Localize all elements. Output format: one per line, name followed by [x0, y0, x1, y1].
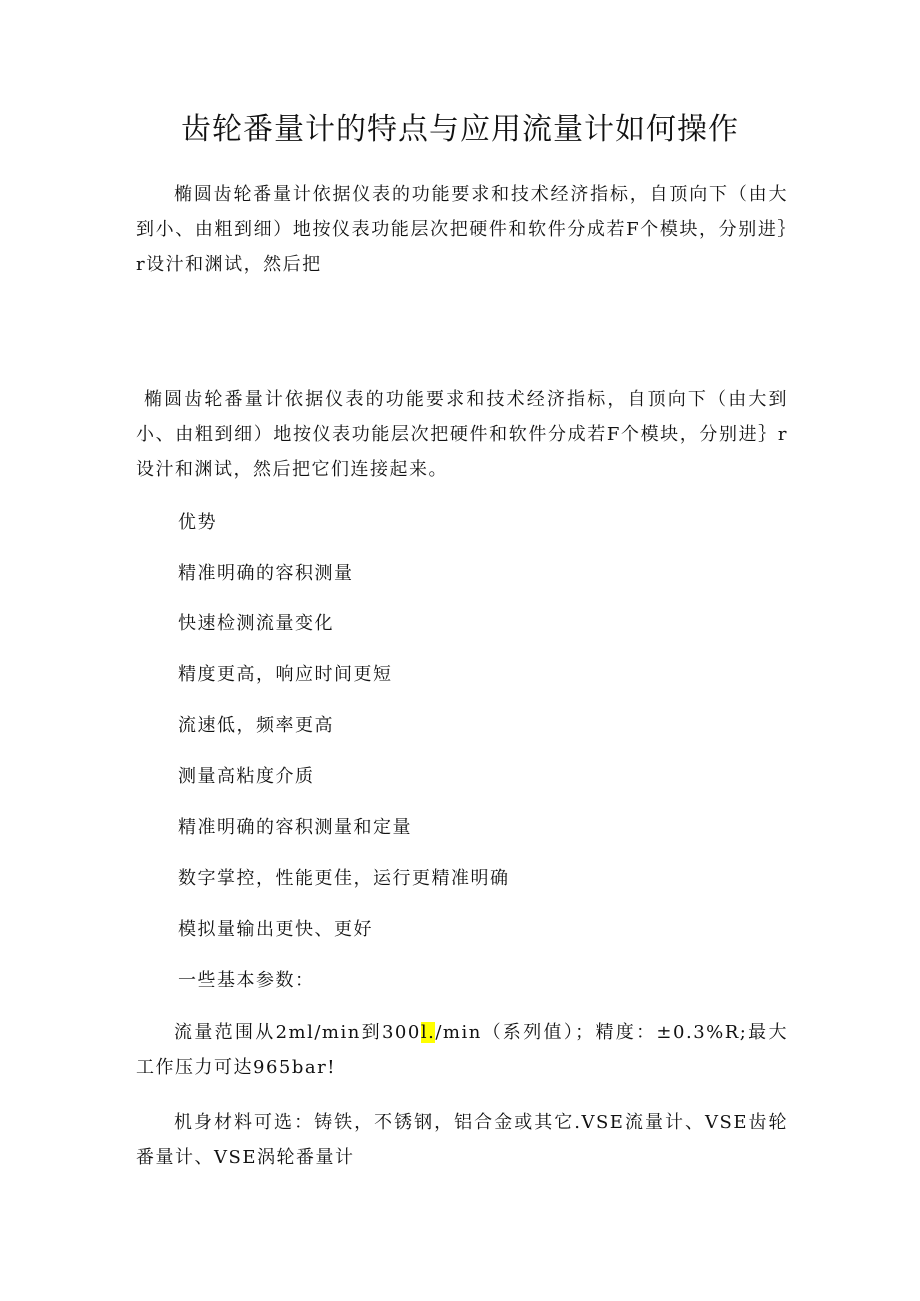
body-paragraph: 椭圆齿轮番量计依据仪表的功能要求和技术经济指标，自顶向下（由大到小、由粗到细）地按仪表功能层次把硬件和软件分成若F个模块，分别进｝r设汁和渊试，然后把它们连接起来。 [136, 389, 788, 480]
params-paragraph [136, 1015, 788, 1085]
highlighted-text: l. [420, 1022, 436, 1043]
materials-paragraph: 机身材料可选：铸铁，不锈钢，铝合金或其它.VSE流量计、VSE齿轮番量计、VSE涡轮番量计 [136, 1112, 788, 1168]
intro-paragraph: 椭圆齿轮番量计依据仪表的功能要求和技术经济指标，自顶向下（由大到小、由粗到细）地按仪表功能层次把硬件和软件分成若F个模块，分别进｝r设汁和渊试，然后把 [136, 184, 788, 275]
params-text-end: /min（系列值）；精度：±0.3%R;最大工作压力可达965bar! [136, 1022, 788, 1078]
advantage-item: 流速低，频率更高 [178, 715, 334, 736]
document-title: 齿轮番量计的特点与应用流量计如何操作 [181, 112, 739, 147]
advantage-item: 数字掌控，性能更佳，运行更精准明确 [178, 868, 510, 889]
params-text-start: 流量范围从2ml/min到300 [174, 1022, 421, 1043]
advantage-item: 精准明确的容积测量和定量 [178, 817, 412, 838]
advantage-item: 快速检测流量变化 [178, 613, 334, 634]
advantages-heading: 优势 [178, 512, 217, 533]
advantage-item: 测量高粘度介质 [178, 766, 315, 787]
advantage-item: 精度更高，响应时间更短 [178, 664, 393, 685]
params-heading: 一些基本参数： [178, 970, 315, 991]
advantage-item: 精准明确的容积测量 [178, 563, 354, 584]
advantage-item: 模拟量输出更快、更好 [178, 919, 373, 940]
